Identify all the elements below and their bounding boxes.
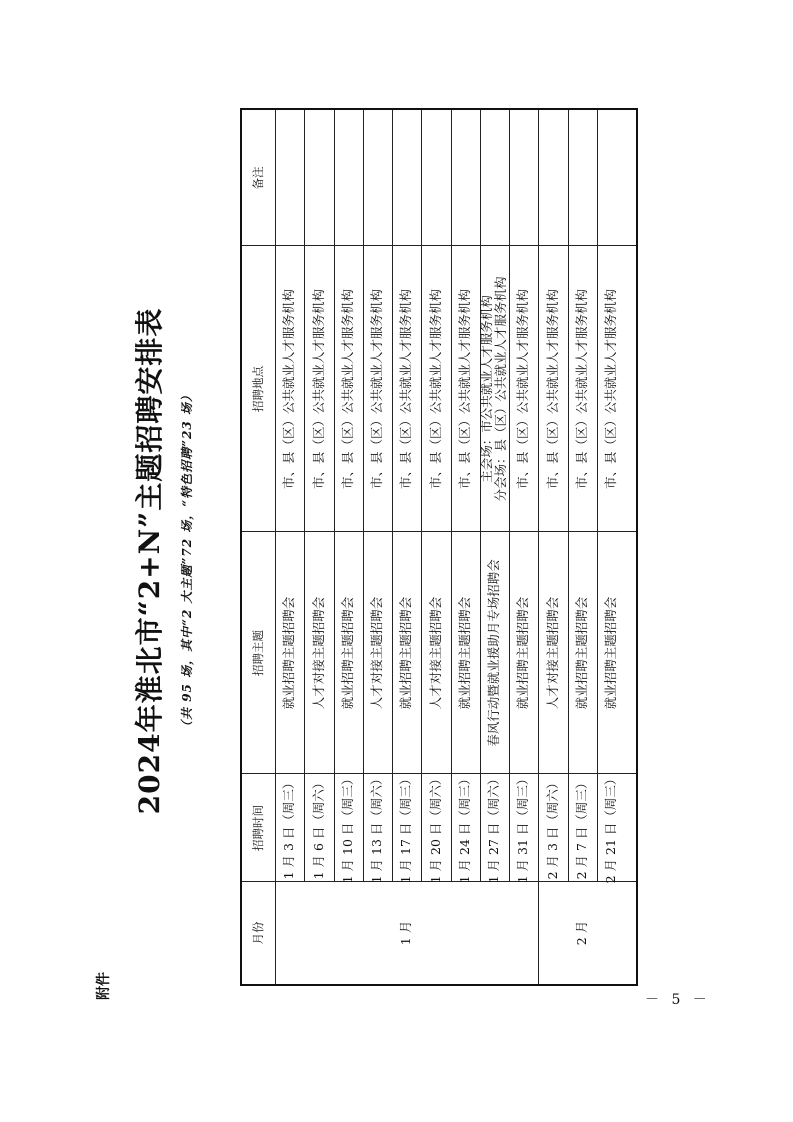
time-cell: 1 月 6 日（周六） — [310, 776, 326, 880]
remark-cell — [538, 110, 567, 246]
remark-cell — [451, 110, 480, 246]
schedule-table — [240, 108, 638, 986]
location-line: 市、县（区）公共就业人才服务机构 — [456, 289, 472, 490]
location-cell — [334, 246, 363, 532]
location-cell — [538, 246, 567, 532]
time-cell: 1 月 17 日（周三） — [398, 772, 414, 884]
location-line: 分会场：县（区）公共就业人才服务机构 — [493, 276, 509, 502]
location-cell — [568, 246, 597, 532]
location-cell — [363, 246, 392, 532]
theme-cell: 春风行动暨就业援助月专场招聘会 — [486, 559, 501, 747]
page-number: － 5 － — [645, 992, 711, 1008]
time-cell: 1 月 24 日（周三） — [456, 772, 472, 884]
remark-cell — [275, 110, 304, 246]
page-subtitle: （共 95 场，其中“2 大主题”72 场，“特色招聘”23 场） — [180, 389, 194, 733]
location-line: 市、县（区）公共就业人才服务机构 — [573, 289, 589, 490]
location-cell — [597, 246, 626, 532]
time-cell: 1 月 10 日（周三） — [339, 772, 355, 884]
theme-cell: 人才对接主题招聘会 — [427, 596, 443, 710]
location-cell — [304, 246, 333, 532]
location-line: 市、县（区）公共就业人才服务机构 — [339, 289, 355, 490]
location-cell — [421, 246, 450, 532]
location-line: 市、县（区）公共就业人才服务机构 — [515, 289, 531, 490]
remark-cell — [509, 110, 538, 246]
attachment-label: 附件 — [96, 972, 112, 1000]
location-cell — [275, 246, 304, 532]
theme-cell: 人才对接主题招聘会 — [310, 596, 326, 710]
theme-cell: 人才对接主题招聘会 — [544, 596, 560, 710]
month-cell: 2 月 — [573, 920, 589, 946]
remark-cell — [363, 110, 392, 246]
remark-cell — [334, 110, 363, 246]
theme-cell: 就业招聘主题招聘会 — [515, 596, 531, 710]
theme-cell: 就业招聘主题招聘会 — [603, 596, 618, 710]
theme-cell: 就业招聘主题招聘会 — [281, 596, 297, 710]
header-remark: 备注 — [250, 166, 265, 190]
theme-cell: 人才对接主题招聘会 — [369, 596, 384, 710]
header-month: 月份 — [250, 921, 265, 945]
time-cell: 2 月 7 日（周三） — [573, 776, 589, 880]
location-line: 主会场：市公共就业人才服务机构 — [479, 295, 494, 483]
time-cell: 1 月 27 日（周六） — [486, 772, 501, 884]
theme-cell: 就业招聘主题招聘会 — [573, 596, 589, 710]
location-line: 市、县（区）公共就业人才服务机构 — [310, 289, 326, 490]
theme-cell: 就业招聘主题招聘会 — [339, 596, 355, 710]
location-line: 市、县（区）公共就业人才服务机构 — [603, 289, 618, 490]
header-location: 招聘地点 — [250, 366, 265, 412]
time-cell: 1 月 3 日（周三） — [281, 776, 297, 880]
remark-cell — [392, 110, 421, 246]
location-line: 市、县（区）公共就业人才服务机构 — [398, 289, 414, 490]
location-line: 市、县（区）公共就业人才服务机构 — [544, 289, 560, 490]
time-cell: 1 月 13 日（周六） — [369, 772, 384, 884]
remark-cell — [597, 110, 626, 246]
location-cell — [451, 246, 480, 532]
page-title: 2024年淮北市“2+N”主题招聘安排表 — [133, 307, 166, 815]
header-time: 招聘时间 — [250, 805, 265, 851]
time-cell: 1 月 31 日（周三） — [515, 772, 531, 884]
location-cell — [392, 246, 421, 532]
remark-cell — [421, 110, 450, 246]
time-cell: 2 月 21 日（周三） — [603, 772, 618, 884]
location-line: 市、县（区）公共就业人才服务机构 — [369, 289, 384, 490]
theme-cell: 就业招聘主题招聘会 — [456, 596, 472, 710]
remark-cell — [480, 110, 509, 246]
theme-cell: 就业招聘主题招聘会 — [398, 596, 414, 710]
header-theme: 招聘主题 — [250, 630, 265, 676]
time-cell: 2 月 3 日（周六） — [544, 776, 560, 880]
location-cell — [480, 246, 509, 532]
remark-cell — [304, 110, 333, 246]
month-cell: 1 月 — [398, 920, 414, 946]
location-cell — [509, 246, 538, 532]
location-line: 市、县（区）公共就业人才服务机构 — [281, 289, 297, 490]
location-line: 市、县（区）公共就业人才服务机构 — [427, 289, 443, 490]
time-cell: 1 月 20 日（周六） — [427, 772, 443, 884]
remark-cell — [568, 110, 597, 246]
